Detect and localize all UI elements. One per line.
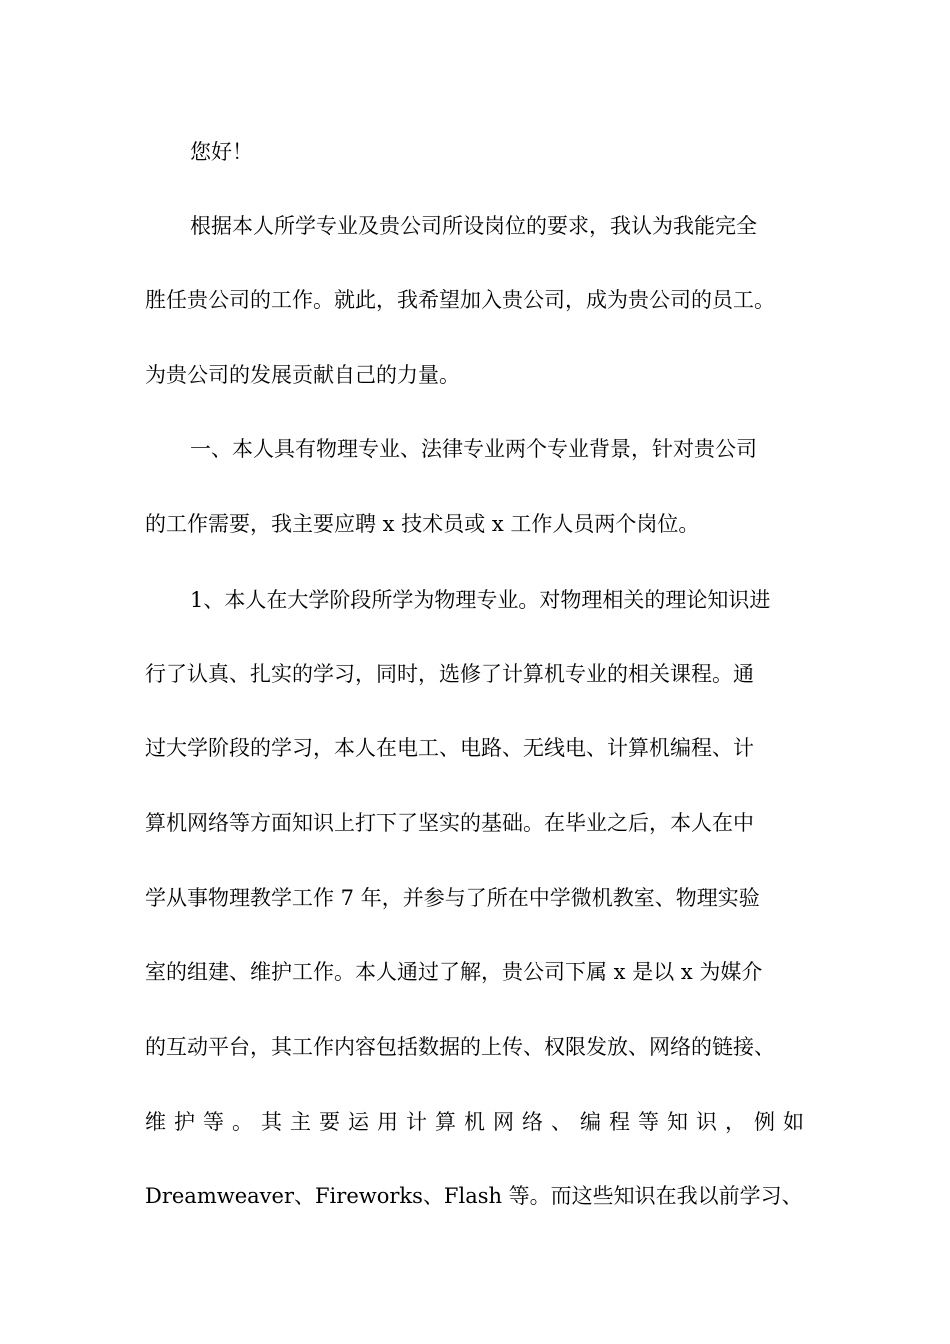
- paragraph-line: 1、本人在大学阶段所学为物理专业。对物理相关的理论知识进: [190, 588, 771, 612]
- paragraph-line: 根据本人所学专业及贵公司所设岗位的要求，我认为我能完全: [190, 214, 757, 238]
- paragraph-line: 行了认真、扎实的学习，同时，选修了计算机专业的相关课程。通: [145, 662, 754, 686]
- paragraph-line: Dreamweaver、Fireworks、Flash 等。而这些知识在我以前学习、: [145, 1184, 803, 1208]
- paragraph-line: 学从事物理教学工作 7 年，并参与了所在中学微机教室、物理实验: [145, 886, 760, 910]
- greeting-line: 您好！: [190, 140, 253, 164]
- paragraph-line: 胜任贵公司的工作。就此，我希望加入贵公司，成为贵公司的员工。: [145, 288, 775, 312]
- paragraph-line: 的工作需要，我主要应聘 x 技术员或 x 工作人员两个岗位。: [145, 512, 700, 536]
- paragraph-line: 算机网络等方面知识上打下了坚实的基础。在毕业之后，本人在中: [145, 811, 754, 835]
- paragraph-line: 一、本人具有物理专业、法律专业两个专业背景，针对贵公司: [190, 437, 757, 461]
- paragraph-line: 室的组建、维护工作。本人通过了解，贵公司下属 x 是以 x 为媒介: [145, 960, 763, 984]
- paragraph-line: 的互动平台，其工作内容包括数据的上传、权限发放、网络的链接、: [145, 1035, 775, 1059]
- paragraph-line: 过大学阶段的学习，本人在电工、电路、无线电、计算机编程、计: [145, 736, 754, 760]
- paragraph-line: 为贵公司的发展贡献自己的力量。: [145, 363, 460, 387]
- paragraph-line: 维护等。其主要运用计算机网络、编程等知识，例如: [145, 1110, 812, 1134]
